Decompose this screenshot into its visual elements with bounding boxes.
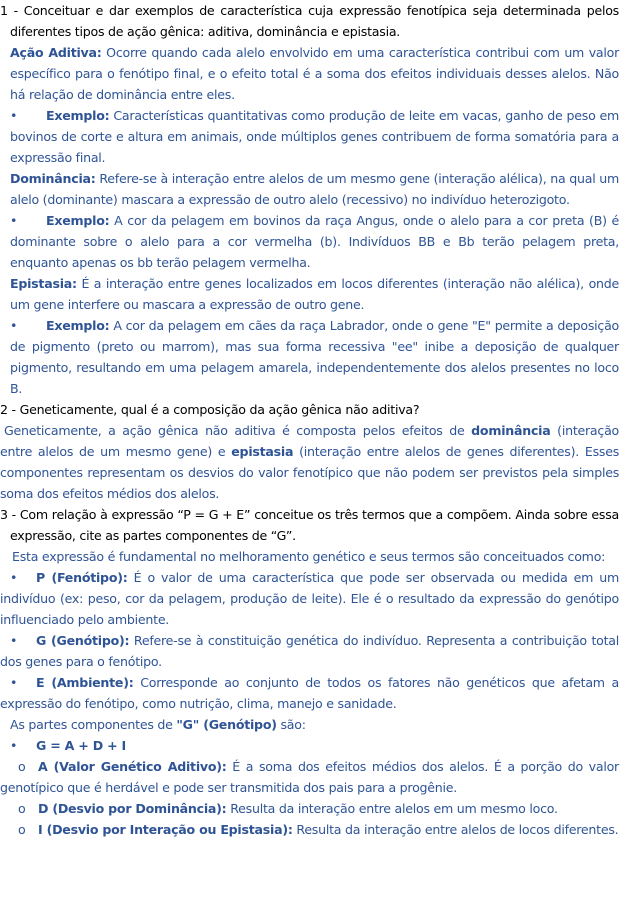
a-component-text: É a soma dos efeitos médios dos alelos. É a porção do valor genotípico que é herdável e pode ser transmitida dos pais para a progênie. (0, 759, 619, 795)
q2-answer-part-3: (interação entre alelos de genes diferentes). Esses componentes representam os desvios do valor fenotípico que não podem ser previstos pela simples soma dos efeitos médios dos alelos. (0, 444, 620, 501)
aditiva-example-text: Características quantitativas como produção de leite em vacas, ganho de peso em bovinos de corte e altura em animais, onde múltiplos genes contribuem de forma somatória para a expressão final. (10, 108, 619, 165)
epistasia-example (0, 315, 619, 399)
q2-epistasia: epistasia (231, 444, 294, 459)
q3-intro: Esta expressão é fundamental no melhoramento genético e seus termos são conceituados como: (12, 549, 606, 564)
bullet-icon: • (10, 108, 18, 123)
dominancia-text: Refere-se à interação entre alelos de um mesmo gene (interação alélica), na qual um alelo (dominante) mascara a expressão de outro alelo (recessivo) no indivíduo heterozigoto. (10, 171, 619, 207)
i-component-label: I (Desvio por Interação ou Epistasia): (38, 822, 293, 837)
g-term-text: Refere-se à constituição genética do indivíduo. Representa a contribuição total dos genes para o fenótipo. (0, 633, 619, 669)
dominancia-paragraph (0, 168, 619, 210)
p-term-text: É o valor de uma característica que pode ser observada ou medida em um indivíduo (ex: peso, cor da pelagem, produção de leite). Ele é o resultado da expressão do genótipo influenciado pelo ambiente. (0, 570, 620, 627)
bullet-icon: • (10, 633, 18, 648)
q2-dominancia: dominância (471, 423, 551, 438)
q2-answer-part-2: (interação entre alelos de um mesmo gene) e (0, 423, 619, 459)
d-component-label: D (Desvio por Dominância): (38, 801, 227, 816)
aditiva-label: Ação Aditiva: (10, 45, 102, 60)
i-component-text: Resulta da interação entre alelos de locos diferentes. (292, 822, 619, 837)
g-parts-bold: "G" (Genótipo) (176, 717, 277, 732)
e-term (0, 672, 619, 714)
p-term-label: P (Fenótipo): (36, 570, 128, 585)
circle-bullet-icon: o (18, 759, 26, 774)
bullet-icon: • (10, 570, 18, 585)
circle-bullet-icon: o (18, 801, 26, 816)
aditiva-example (0, 105, 619, 168)
g-parts-suffix: são: (276, 717, 306, 732)
g-term (0, 630, 619, 672)
epistasia-label: Epistasia: (10, 276, 77, 291)
d-component (0, 798, 619, 819)
dominancia-example-text: A cor da pelagem em bovinos da raça Angus, onde o alelo para a cor preta (B) é dominante sobre o alelo para a cor vermelha (b). Indivíduos BB e Bb terão pelagem preta, enquanto apenas os bb terão pelagem vermelha. (10, 213, 619, 270)
dominancia-example (0, 210, 619, 273)
a-component-label: A (Valor Genético Aditivo): (38, 759, 227, 774)
aditiva-example-label: Exemplo: (46, 108, 110, 123)
e-term-label: E (Ambiente): (36, 675, 134, 690)
bullet-icon: • (10, 318, 18, 333)
g-formula (0, 735, 619, 756)
q2-answer (0, 420, 619, 504)
g-parts-intro (0, 714, 619, 735)
dominancia-label: Dominância: (10, 171, 96, 186)
bullet-icon: • (10, 738, 18, 753)
g-parts-prefix: As partes componentes de (10, 717, 177, 732)
aditiva-paragraph (0, 42, 619, 105)
epistasia-paragraph (0, 273, 619, 315)
circle-bullet-icon: o (18, 822, 26, 837)
question-3: 3 - Com relação à expressão “P = G + E” conceitue os três termos que a compõem. Ainda sobre essa expressão, cite as partes componentes de “G”. (0, 507, 619, 543)
epistasia-example-text: A cor da pelagem em cães da raça Labrador, onde o gene "E" permite a deposição de pigmento (preto ou marrom), mas sua forma recessiva "ee" inibe a deposição de qualquer pigmento, resultando em uma pelagem amarela, independentemente dos alelos presentes no loco B. (10, 318, 619, 396)
bullet-icon: • (10, 213, 18, 228)
epistasia-text: É a interação entre genes localizados em locos diferentes (interação não alélica), onde um gene interfere ou mascara a expressão de outro gene. (10, 276, 619, 312)
p-term (0, 567, 619, 630)
i-component (0, 819, 619, 840)
e-term-text: Corresponde ao conjunto de todos os fatores não genéticos que afetam a expressão do fenótipo, como nutrição, clima, manejo e sanidade. (0, 675, 619, 711)
bullet-icon: • (10, 675, 18, 690)
g-term-label: G (Genótipo): (36, 633, 130, 648)
question-1: 1 - Conceituar e dar exemplos de característica cuja expressão fenotípica seja determinada pelos diferentes tipos de ação gênica: aditiva, dominância e epistasia. (0, 3, 619, 39)
question-2: 2 - Geneticamente, qual é a composição da ação gênica não aditiva? (0, 402, 420, 417)
g-formula-text: G = A + D + I (36, 738, 126, 753)
dominancia-example-label: Exemplo: (46, 213, 110, 228)
a-component (0, 756, 619, 798)
q2-answer-part-1: Geneticamente, a ação gênica não aditiva é composta pelos efeitos de (4, 423, 472, 438)
d-component-text: Resulta da interação entre alelos em um mesmo loco. (226, 801, 558, 816)
aditiva-text: Ocorre quando cada alelo envolvido em uma característica contribui com um valor específico para o fenótipo final, e o efeito total é a soma dos efeitos individuais desses alelos. Não há relação de dominância entre eles. (10, 45, 619, 102)
epistasia-example-label: Exemplo: (46, 318, 110, 333)
